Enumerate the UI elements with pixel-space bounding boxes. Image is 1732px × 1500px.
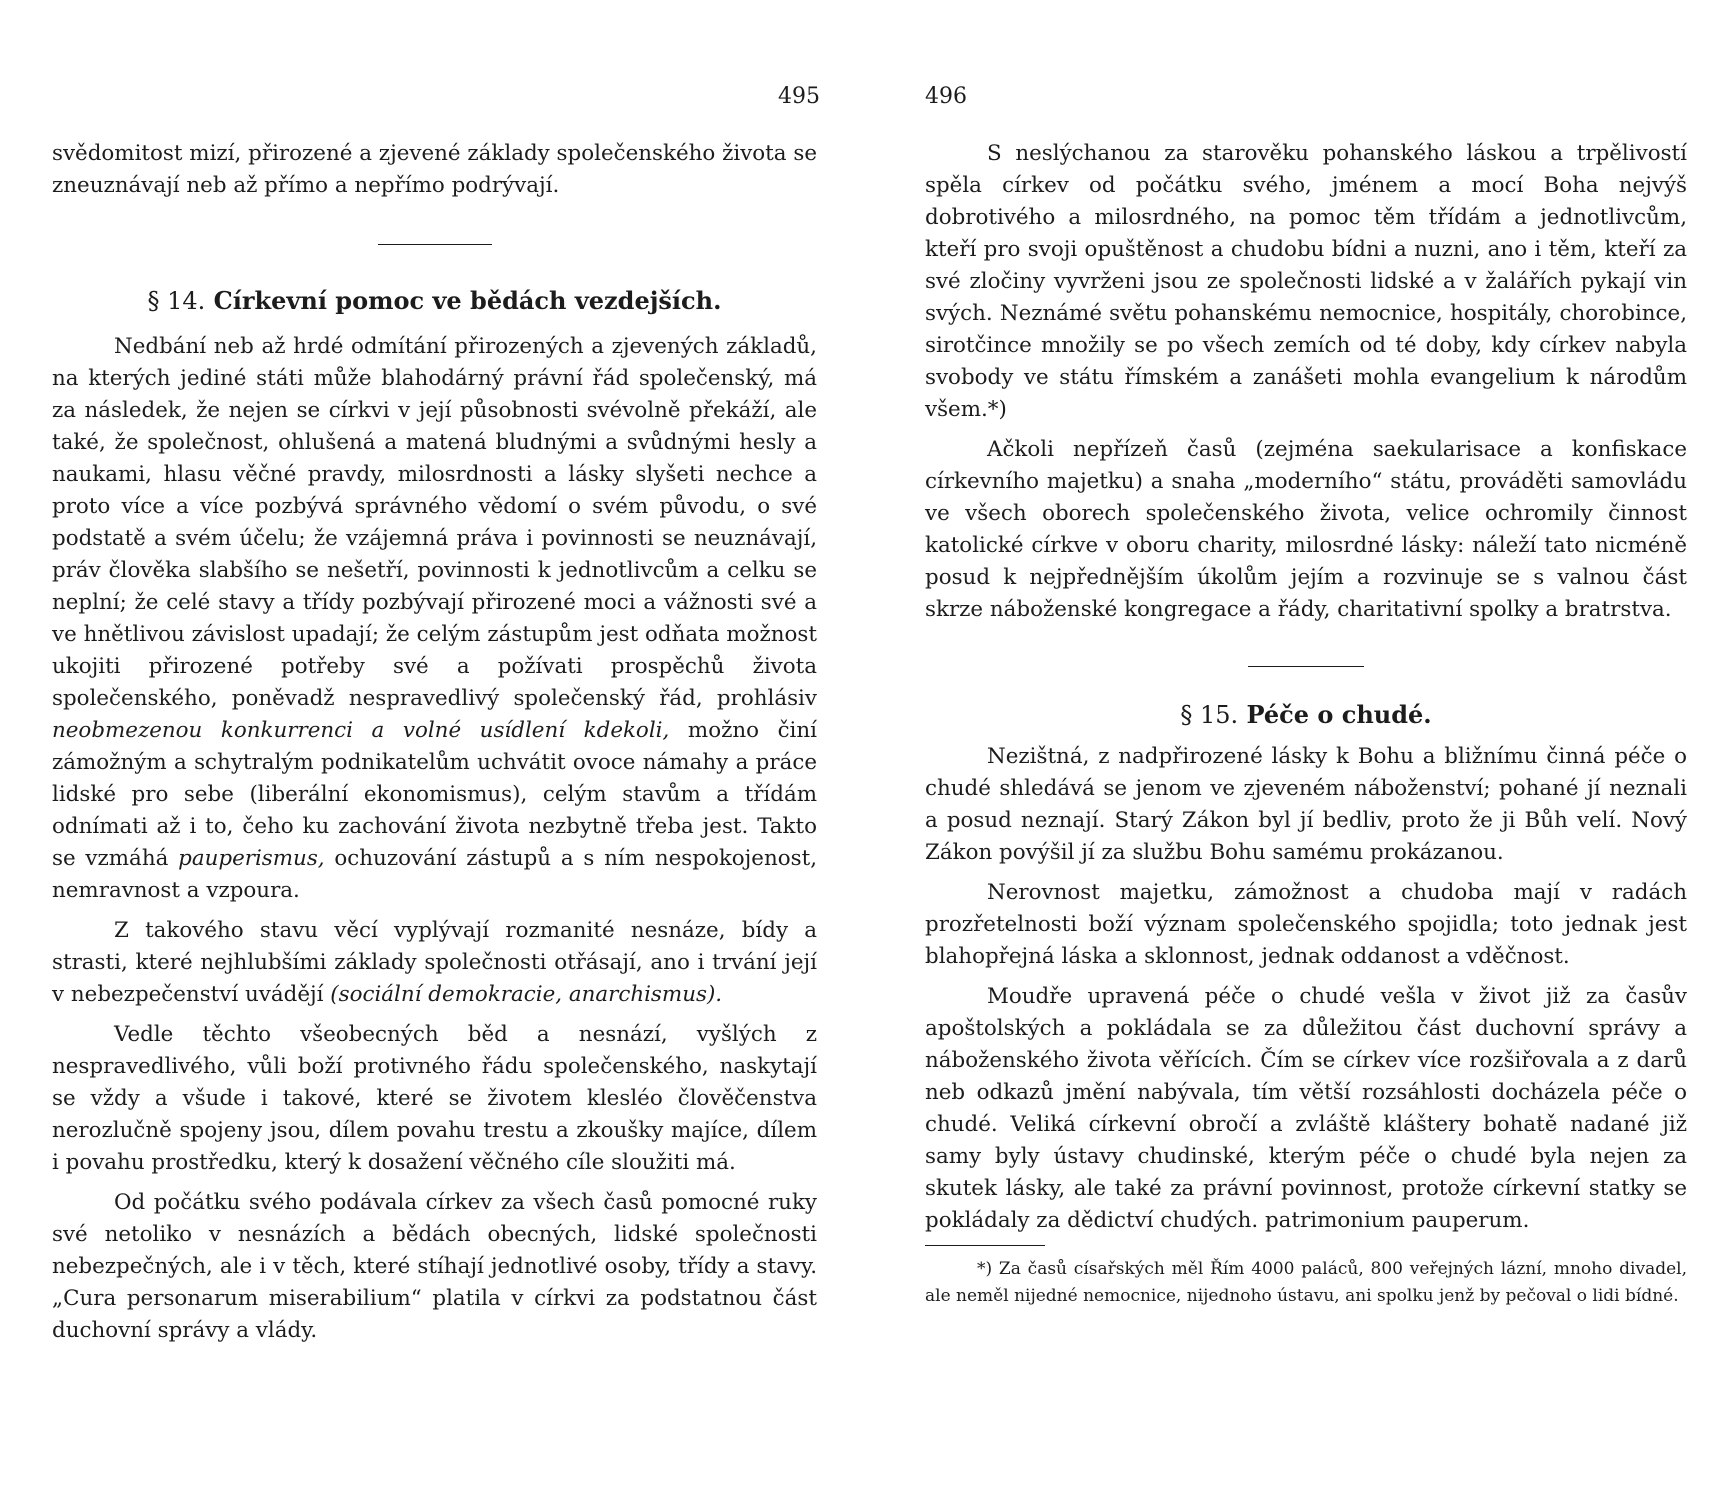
page-number: 495 <box>778 84 820 109</box>
section-divider <box>378 244 492 245</box>
footnote-divider <box>925 1245 1045 1246</box>
paragraph: Nezištná, z nadpřirozené lásky k Bohu a bližnímu činná péče o chudé shledává se jenom ve zjeveném náboženství; pohané jí neznali a posud neznají. Starý Zákon byl jí bedliv, proto že ji Bůh velí. Nový Zákon povýšil jí za službu Bohu samému prokázanou. <box>925 744 1687 865</box>
paragraph: Od počátku svého podávala církev za všech časů pomocné ruky své netoliko v nesnázích a bědách obecných, lidské společnosti nebezpečných, ale i v těch, které stíhají jednotlivé osoby, třídy a stavy. „Cura personarum miserabilium“ platila v církvi za podstatnou část duchovní správy a vlády. <box>52 1190 817 1343</box>
paragraph: Moudře upravená péče o chudé vešla v život již za časův apoštolských a pokládala se za důležitou část duchovní správy a náboženského života věřících. Čím se církev více rozšiřovala a z darů neb odkazů jmění nabývala, tím větší rozsáhlosti docházela péče o chudé. Veliká církevní obročí a zvláště kláštery bohatě nadané již samy byly ústavy chudinské, kterým péče o chudé byla nejen za skutek lásky, ale také za právní povinnost, protože církevní statky se pokládaly za dědictví chudých. patrimonium pauperum. <box>925 984 1687 1233</box>
paragraph-text: ochuzování zástupů a s ním nespokojenost, nemravnost a vzpoura. <box>52 846 817 903</box>
paragraph: S neslýchanou za starověku pohanského láskou a trpělivostí spěla církev od počátku svého, jménem a mocí Boha nejvýš dobrotivého a milosrdného, na pomoc těm třídám a jednotlivcům, kteří pro svoji opuštěnost a chudobu bídni a nuzni, ano i těm, kteří za své zločiny vyvrženi jsou ze společnosti lidské a v žalářích pykají vin svých. Neznámé světu pohanskému nemocnice, hospitály, chorobince, sirotčince množily se po všech zemích od té doby, kdy církev nabyla svobody ve státu římském a zanášeti mohla evangelium k národům všem.*) <box>925 141 1687 422</box>
paragraph: Nerovnost majetku, zámožnost a chudoba mají v radách prozřetelnosti boží význam společenského spojidla; toto jednak jest blahopřejná láska a sklonnost, jednak oddanost a vděčnost. <box>925 880 1687 969</box>
paragraph-text: Nedbání neb až hrdé odmítání přirozených a zjevených základů, na kterých jediné státi může blahodárný právní řád společenský, má za následek, že nejen se církvi v její působnosti svévolně překáží, ale také, že společnost, ohlušená a matená bludnými a svůdnými hesly a naukami, hlasu věčné pravdy, milosrdnosti a lásky slyšeti nechce a proto více a více pozbývá správného vědomí o svém původu, o své podstatě a svém účelu; že vzájemná práva i povinnosti se neuznávají, práv člověka slabšího se nešetří, povinnosti k jednotlivcům a celku se neplní; že celé stavy a třídy pozbývají přirozené moci a vážnosti své a ve hnětlivou závislost upadají; že celým zástupům jest odňata možnost ukojiti přirozené potřeby své a požívati prospěchů života společenského, poněvadž nespravedlivý společenský řád, prohlásiv <box>52 334 817 711</box>
page-body <box>52 138 817 1347</box>
footnote-text: *) Za časů císařských měl Řím 4000 paláců, 800 veřejných lázní, mnoho divadel, ale neměl nijedné nemocnice, nijednoho ústavu, ani spolku jenž by pečoval o lidi bídné. <box>925 1259 1687 1306</box>
section-title: Církevní pomoc ve bědách vezdejších. <box>213 286 722 315</box>
emphasis-text: neobmezenou konkurrenci a volné usídlení kdekoli, <box>52 718 670 743</box>
emphasis-text: pauperismus, <box>178 846 325 871</box>
emphasis-text: (sociální demokracie, anarchismus). <box>330 982 723 1007</box>
paragraph <box>52 331 817 907</box>
page-number: 496 <box>925 84 967 109</box>
section-heading <box>925 699 1687 731</box>
section-divider <box>1248 666 1364 667</box>
paragraph: Ačkoli nepřízeň časů (zejména saekularisace a konfiskace církevního majetku) a snaha „moderního“ státu, prováděti samovládu ve všech oborech společenského života, velice ochromily činnost katolické církve v oboru charity, milosrdné lásky: náleží tato nicméně posud k nejpřednějším úkolům jejím a rozvinuje se s valnou část skrze náboženské kongregace a řády, charitativní spolky a bratrstva. <box>925 437 1687 622</box>
section-number: § 14. <box>147 287 206 315</box>
paragraph: Vedle těchto všeobecných běd a nesnází, vyšlých z nespravedlivého, vůli boží protivného řádu společenského, naskytají se vždy a všude i takové, které se životem klesléo člověčenstva nerozlučně spojeny jsou, dílem povahu trestu a zkoušky majíce, dílem i povahu prostředku, který k dosažení věčného cíle sloužiti má. <box>52 1022 817 1175</box>
paragraph: svědomitost mizí, přirozené a zjevené základy společenského života se zneuznávají neb až přímo a nepřímo podrývají. <box>52 141 817 198</box>
section-number: § 15. <box>1180 701 1239 729</box>
paragraph-text: možno činí zámožným a schytralým podnikatelům uchvátit ovoce námahy a práce lidské pro sebe (liberální ekonomismus), celým stavům a třídám odnímati až i to, čeho ku zachování života nezbytně třeba jest. Takto se vzmáhá <box>52 718 818 871</box>
paragraph <box>52 915 817 1011</box>
paragraph-text: Z takového stavu věcí vyplývají rozmanité nesnáze, bídy a strasti, které nejhlubšími základy společnosti otřásají, ano i trvání její v nebezpečenství uvádějí <box>52 918 817 1007</box>
section-heading <box>52 285 817 317</box>
section-title: Péče o chudé. <box>1246 700 1432 729</box>
page-body <box>925 138 1687 1310</box>
footnote <box>925 1256 1687 1310</box>
